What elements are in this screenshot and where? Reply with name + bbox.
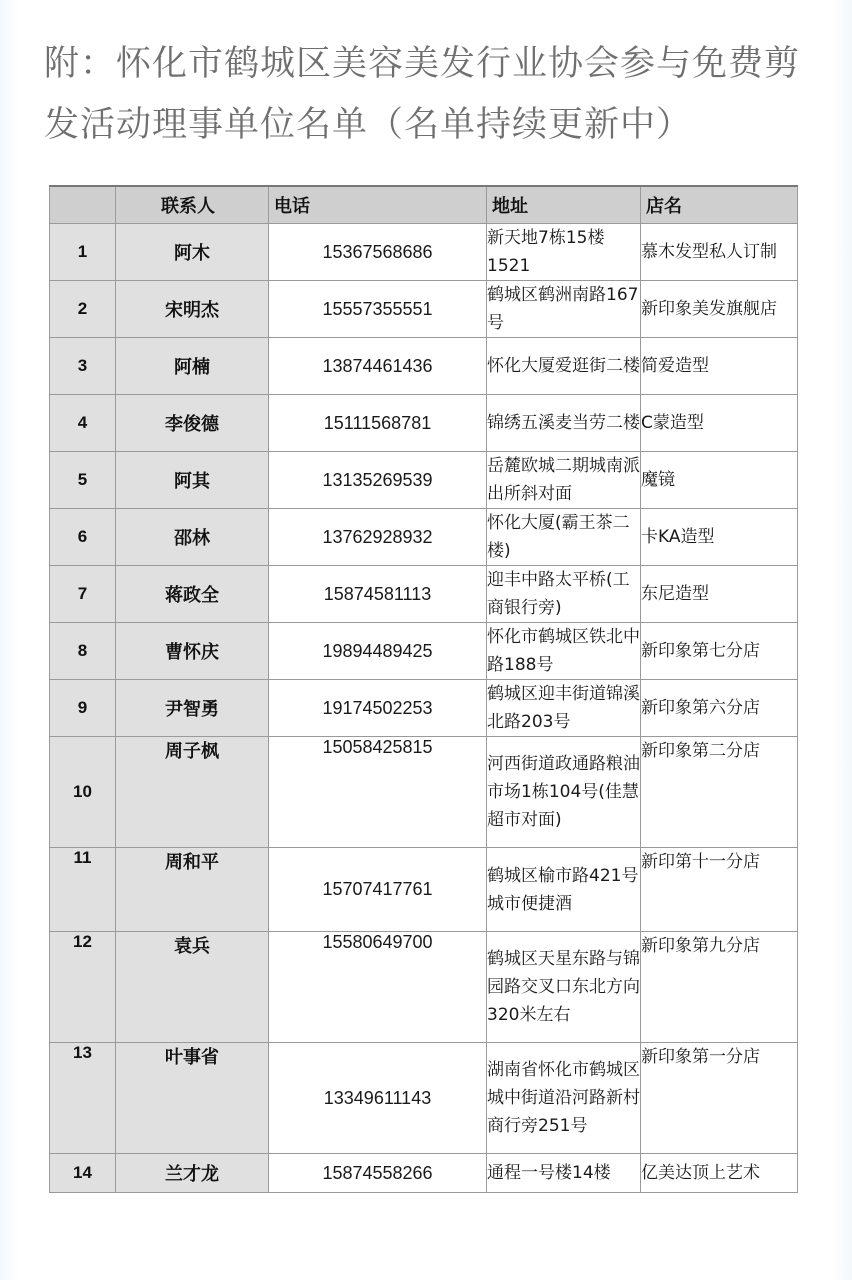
header-contact: 联系人: [116, 186, 269, 224]
contact-name: 阿楠: [116, 338, 269, 395]
address: 怀化大厦(霸王茶二楼): [487, 509, 641, 566]
shop-name: 新印象第七分店: [641, 623, 798, 680]
shop-name: 新印象第九分店: [641, 932, 798, 1043]
phone-number: 13349611143: [269, 1043, 487, 1154]
phone-number: 15058425815: [269, 737, 487, 848]
row-number: 9: [50, 680, 116, 737]
row-number: 14: [50, 1154, 116, 1193]
table-row: [50, 395, 798, 452]
address: 鹤城区鹤洲南路167号: [487, 281, 641, 338]
phone-number: 19894489425: [269, 623, 487, 680]
contact-name: 尹智勇: [116, 680, 269, 737]
address: 鹤城区天星东路与锦园路交叉口东北方向320米左右: [487, 932, 641, 1043]
contact-name: 兰才龙: [116, 1154, 269, 1193]
shop-name: 卡KA造型: [641, 509, 798, 566]
table-row: [50, 1154, 798, 1193]
phone-number: 15557355551: [269, 281, 487, 338]
row-number: 8: [50, 623, 116, 680]
table-row: [50, 509, 798, 566]
address: 湖南省怀化市鹤城区城中街道沿河路新村商行旁251号: [487, 1043, 641, 1154]
table-header-row: [50, 186, 798, 224]
phone-number: 13135269539: [269, 452, 487, 509]
contact-name: 曹怀庆: [116, 623, 269, 680]
header-shop: 店名: [641, 186, 798, 224]
phone-number: 15874581113: [269, 566, 487, 623]
contact-name: 阿木: [116, 224, 269, 281]
shop-name: C蒙造型: [641, 395, 798, 452]
shop-name: 新印象第二分店: [641, 737, 798, 848]
phone-number: 13762928932: [269, 509, 487, 566]
shop-name: 亿美达顶上艺术: [641, 1154, 798, 1193]
row-number: 3: [50, 338, 116, 395]
shop-name: 新印象美发旗舰店: [641, 281, 798, 338]
phone-number: 15580649700: [269, 932, 487, 1043]
header-no: [50, 186, 116, 224]
contact-name: 蒋政全: [116, 566, 269, 623]
contact-name: 袁兵: [116, 932, 269, 1043]
contact-name: 宋明杰: [116, 281, 269, 338]
table-row: [50, 452, 798, 509]
contact-name: 周子枫: [116, 737, 269, 848]
table-row: [50, 566, 798, 623]
shop-name: 新印象第六分店: [641, 680, 798, 737]
table-row: [50, 737, 798, 848]
shop-name: 慕木发型私人订制: [641, 224, 798, 281]
address: 锦绣五溪麦当劳二楼: [487, 395, 641, 452]
row-number: 1: [50, 224, 116, 281]
row-number: 4: [50, 395, 116, 452]
phone-number: 13874461436: [269, 338, 487, 395]
contact-name: 周和平: [116, 848, 269, 932]
row-number: 13: [50, 1043, 116, 1154]
table-row: [50, 338, 798, 395]
shop-name: 魔镜: [641, 452, 798, 509]
table-row: [50, 224, 798, 281]
phone-number: 19174502253: [269, 680, 487, 737]
phone-number: 15111568781: [269, 395, 487, 452]
row-number: 7: [50, 566, 116, 623]
address: 迎丰中路太平桥(工商银行旁): [487, 566, 641, 623]
header-address: 地址: [487, 186, 641, 224]
contact-name: 邵林: [116, 509, 269, 566]
table-row: [50, 281, 798, 338]
address: 怀化大厦爱逛街二楼: [487, 338, 641, 395]
phone-number: 15367568686: [269, 224, 487, 281]
table-row: [50, 623, 798, 680]
header-phone: 电话: [269, 186, 487, 224]
table-row: [50, 932, 798, 1043]
shop-name: 新印象第一分店: [641, 1043, 798, 1154]
row-number: 2: [50, 281, 116, 338]
table-row: [50, 1043, 798, 1154]
shop-name: 新印第十一分店: [641, 848, 798, 932]
row-number: 12: [50, 932, 116, 1043]
shop-name: 东尼造型: [641, 566, 798, 623]
contact-name: 阿其: [116, 452, 269, 509]
address: 怀化市鹤城区铁北中路188号: [487, 623, 641, 680]
row-number: 6: [50, 509, 116, 566]
phone-number: 15874558266: [269, 1154, 487, 1193]
row-number: 5: [50, 452, 116, 509]
phone-number: 15707417761: [269, 848, 487, 932]
table-row: [50, 680, 798, 737]
address: 河西街道政通路粮油市场1栋104号(佳慧超市对面): [487, 737, 641, 848]
shop-name: 简爱造型: [641, 338, 798, 395]
address: 通程一号楼14楼: [487, 1154, 641, 1193]
row-number: 10: [50, 737, 116, 848]
address: 岳麓欧城二期城南派出所斜对面: [487, 452, 641, 509]
address: 鹤城区榆市路421号城市便捷酒: [487, 848, 641, 932]
address: 鹤城区迎丰街道锦溪北路203号: [487, 680, 641, 737]
member-table: [49, 185, 798, 1193]
table-row: [50, 848, 798, 932]
row-number: 11: [50, 848, 116, 932]
document-title: 附：怀化市鹤城区美容美发行业协会参与免费剪发活动理事单位名单（名单持续更新中）: [44, 44, 801, 145]
address: 新天地7栋15楼1521: [487, 224, 641, 281]
contact-name: 叶事省: [116, 1043, 269, 1154]
contact-name: 李俊德: [116, 395, 269, 452]
